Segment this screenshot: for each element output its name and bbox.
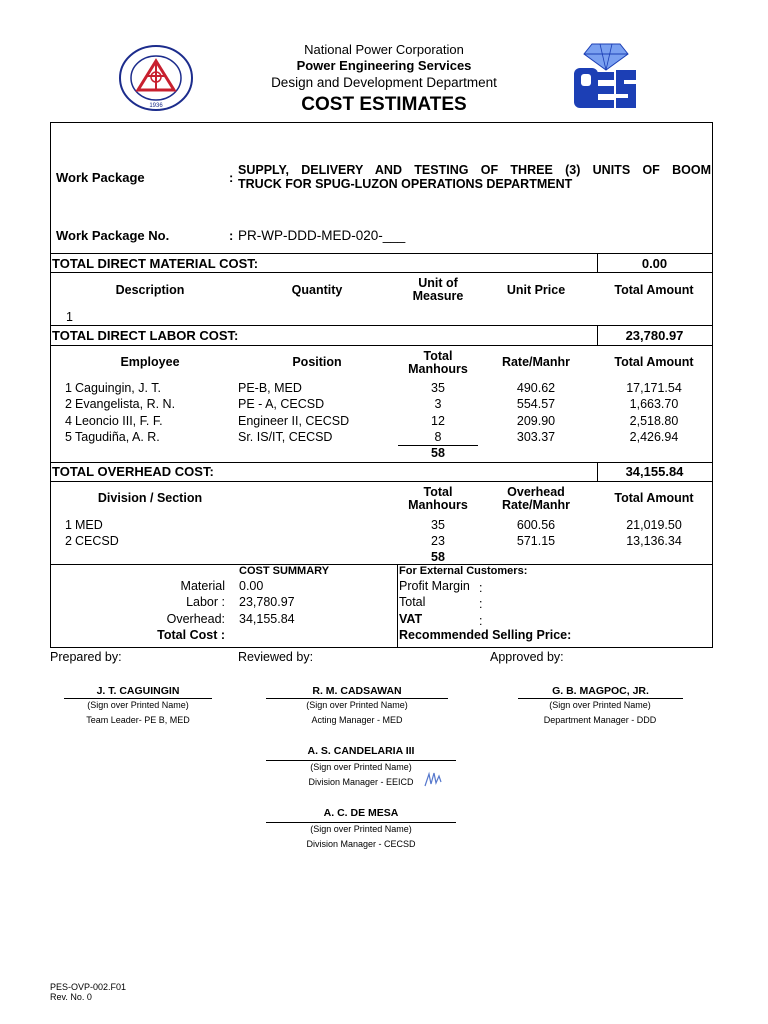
department-name: Design and Development Department [271, 75, 497, 90]
revision-number: Rev. No. 0 [50, 992, 92, 1002]
labor-col-manhours-line1: Total [423, 349, 453, 363]
signature-line [266, 760, 456, 761]
overhead-row-no: 2 [65, 534, 72, 548]
labor-row-employee: Leoncio III, F. F. [75, 414, 163, 428]
summary-material-label: Material [180, 579, 225, 593]
material-col-uom-line2: Measure [412, 289, 464, 303]
page-title: COST ESTIMATES [301, 94, 467, 115]
divider [50, 462, 713, 463]
overhead-row-division: MED [75, 518, 103, 532]
summary-overhead-value: 34,155.84 [239, 612, 295, 626]
material-col-uom [398, 277, 478, 303]
divider [50, 564, 713, 565]
work-package-colon: : [229, 170, 234, 185]
vat-label: VAT [399, 612, 423, 626]
labor-row-manhours: 12 [431, 414, 445, 428]
pes-diamond-logo-icon [570, 40, 642, 112]
signatory-name: A. S. CANDELARIA III [307, 745, 415, 757]
labor-row-employee: Tagudiña, A. R. [75, 430, 160, 444]
overhead-row-rate: 571.15 [516, 534, 556, 548]
signatory-title: Department Manager - DDD [543, 715, 657, 725]
overhead-row-amount: 13,136.34 [626, 534, 682, 548]
summary-overhead-label: Overhead: [166, 612, 225, 626]
labor-row-rate: 209.90 [516, 414, 556, 428]
reviewed-by-label: Reviewed by: [238, 650, 314, 664]
labor-row-amount: 1,663.70 [629, 397, 679, 411]
labor-row-rate: 554.57 [516, 397, 556, 411]
labor-row-no: 4 [65, 414, 72, 428]
divider [50, 272, 713, 273]
profit-margin-label: Profit Margin [399, 579, 470, 593]
signature-line [518, 698, 683, 699]
signatory-name: A. C. DE MESA [323, 807, 399, 819]
labor-col-manhours [398, 350, 478, 376]
total-ext-colon: : [479, 597, 483, 611]
material-col-description: Description [115, 283, 185, 297]
material-total: 0.00 [641, 256, 668, 271]
labor-row-amount: 17,171.54 [626, 381, 682, 395]
labor-col-position: Position [292, 355, 342, 369]
labor-row-position: Engineer II, CECSD [238, 414, 350, 428]
signatory-name: G. B. MAGPOC, JR. [552, 685, 649, 697]
labor-row-no: 5 [65, 430, 72, 444]
labor-row-position: Sr. IS/IT, CECSD [238, 430, 333, 444]
work-package-value [238, 163, 711, 191]
work-package-no-label: Work Package No. [56, 228, 170, 243]
vat-colon: : [479, 614, 483, 628]
labor-col-total-amount: Total Amount [614, 355, 694, 369]
overhead-total-manhours: 58 [431, 550, 445, 564]
svg-text:1936: 1936 [149, 103, 163, 109]
overhead-row-rate: 600.56 [516, 518, 556, 532]
material-col-total-amount: Total Amount [614, 283, 694, 297]
overhead-col-manhours-line1: Total [423, 485, 453, 499]
approved-by-label: Approved by: [490, 650, 564, 664]
signature-line [266, 698, 448, 699]
overhead-row-manhours: 35 [431, 518, 445, 532]
labor-col-rate: Rate/Manhr [501, 355, 571, 369]
labor-row-amount: 2,426.94 [629, 430, 679, 444]
material-title: TOTAL DIRECT MATERIAL COST: [52, 256, 259, 271]
labor-col-employee: Employee [120, 355, 180, 369]
overhead-col-division: Division / Section [97, 491, 203, 505]
overhead-row-amount: 21,019.50 [626, 518, 682, 532]
overhead-col-manhours [398, 486, 478, 512]
divider [397, 564, 398, 648]
overhead-total: 34,155.84 [625, 464, 684, 479]
labor-row-manhours: 3 [434, 397, 442, 411]
overhead-col-total-amount: Total Amount [614, 491, 694, 505]
overhead-row-division: CECSD [75, 534, 119, 548]
divider [50, 345, 713, 346]
summary-total-label: Total Cost : [157, 628, 225, 642]
overhead-row-no: 1 [65, 518, 72, 532]
labor-row-position: PE-B, MED [238, 381, 302, 395]
labor-row-rate: 490.62 [516, 381, 556, 395]
summary-labor-value: 23,780.97 [239, 595, 295, 609]
work-package-no-value: PR-WP-DDD-MED-020-___ [238, 228, 406, 243]
overhead-col-rate-line2: Rate/Manhr [501, 498, 571, 512]
signatory-title: Team Leader- PE B, MED [86, 715, 190, 725]
signatory-name: J. T. CAGUINGIN [96, 685, 180, 697]
unit-name: Power Engineering Services [296, 58, 472, 73]
summary-material-value: 0.00 [239, 579, 264, 593]
divider [50, 481, 713, 482]
sign-over-text: (Sign over Printed Name) [306, 700, 408, 710]
sign-over-text: (Sign over Printed Name) [549, 700, 651, 710]
labor-row-employee: Caguingin, J. T. [75, 381, 161, 395]
selling-price-label: Recommended Selling Price: [399, 628, 572, 642]
labor-row-no: 1 [65, 381, 72, 395]
work-package-value-line2: TRUCK FOR SPUG-LUZON OPERATIONS DEPARTMENT [238, 177, 573, 191]
labor-row-employee: Evangelista, R. N. [75, 397, 176, 411]
signature-line [266, 822, 456, 823]
signatory-name: R. M. CADSAWAN [312, 685, 402, 697]
signatory-title: Division Manager - EEICD [308, 777, 414, 787]
profit-margin-colon: : [479, 581, 483, 595]
labor-row-manhours: 35 [431, 381, 445, 395]
prepared-by-label: Prepared by: [50, 650, 122, 664]
overhead-title: TOTAL OVERHEAD COST: [52, 464, 214, 479]
labor-col-manhours-line2: Manhours [408, 362, 468, 376]
overhead-col-rate [486, 486, 586, 512]
labor-total-manhours: 58 [431, 446, 445, 460]
labor-row-rate: 303.37 [516, 430, 556, 444]
signatory-title: Division Manager - CECSD [306, 839, 416, 849]
summary-title: COST SUMMARY [239, 565, 330, 577]
sign-over-text: (Sign over Printed Name) [87, 700, 189, 710]
signature-line [64, 698, 212, 699]
material-col-uom-line1: Unit of [418, 276, 458, 290]
divider [50, 253, 713, 254]
summary-labor-label: Labor : [186, 595, 225, 609]
form-number: PES-OVP-002.F01 [50, 982, 127, 992]
labor-title: TOTAL DIRECT LABOR COST: [52, 328, 239, 343]
sign-over-text: (Sign over Printed Name) [310, 824, 412, 834]
signatory-title: Acting Manager - MED [311, 715, 403, 725]
labor-row-position: PE - A, CECSD [238, 397, 325, 411]
material-row-no: 1 [66, 310, 73, 324]
external-title: For External Customers: [399, 565, 528, 577]
sign-over-text: (Sign over Printed Name) [310, 762, 412, 772]
labor-row-amount: 2,518.80 [629, 414, 679, 428]
labor-total: 23,780.97 [625, 328, 684, 343]
work-package-value-line1: SUPPLY, DELIVERY AND TESTING OF THREE (3) UNITS OF BOOM [238, 163, 711, 177]
divider [50, 325, 713, 326]
work-package-no-colon: : [229, 228, 234, 243]
labor-row-no: 2 [65, 397, 72, 411]
total-ext-label: Total [399, 595, 426, 609]
org-name: National Power Corporation [304, 42, 464, 57]
overhead-col-manhours-line2: Manhours [408, 498, 468, 512]
overhead-row-manhours: 23 [431, 534, 445, 548]
work-package-label: Work Package [56, 170, 145, 185]
labor-row-manhours: 8 [434, 430, 442, 444]
signature-mark-icon [422, 768, 444, 790]
material-col-quantity: Quantity [291, 283, 343, 297]
overhead-col-rate-line1: Overhead [507, 485, 565, 499]
material-col-unit-price: Unit Price [506, 283, 566, 297]
